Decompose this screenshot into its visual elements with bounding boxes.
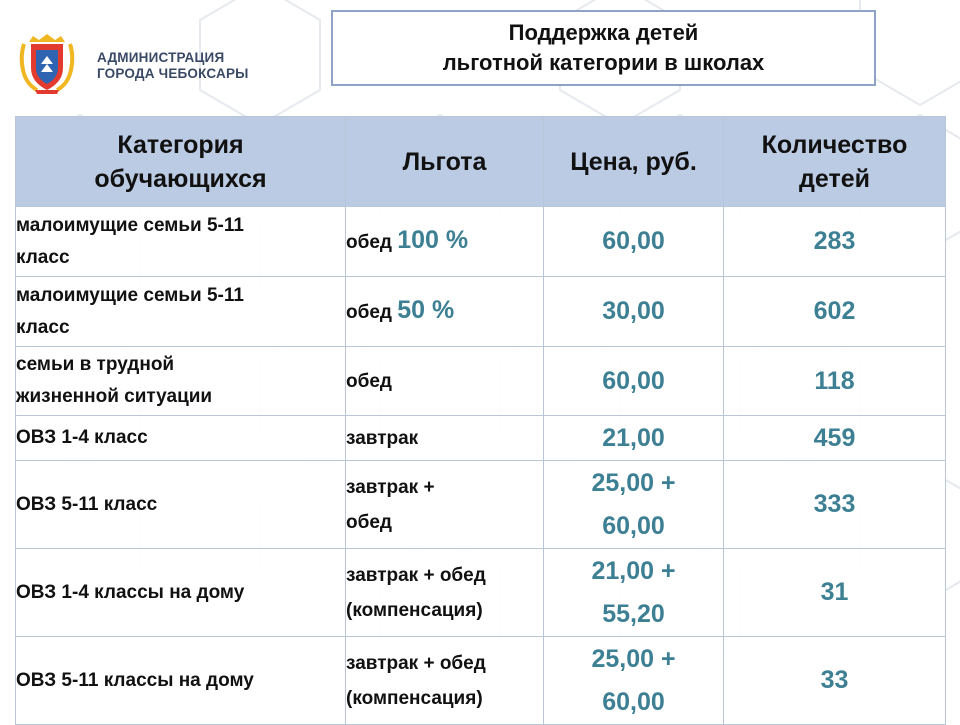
column-header-category — [16, 117, 346, 207]
benefit-line: (компенсация) — [346, 687, 483, 709]
count-cell: 33 — [724, 637, 946, 725]
category-cell: ОВЗ 1-4 классы на дому — [16, 549, 346, 637]
price-line: 55,20 — [602, 599, 665, 628]
benefit-cell — [346, 637, 544, 725]
count-cell: 283 — [724, 207, 946, 277]
count-cell: 333 — [724, 461, 946, 549]
category-line: малоимущие семьи 5-11 — [16, 214, 244, 236]
benefit-percent: 50 % — [397, 296, 455, 324]
category-line: жизненной ситуации — [16, 386, 213, 407]
benefit-line: (компенсация) — [346, 599, 483, 621]
price-cell: 30,00 — [544, 277, 724, 347]
category-line: семьи в трудной — [16, 354, 175, 375]
price-cell: 60,00 — [544, 207, 724, 277]
column-header-category-line-2: обучающихся — [94, 164, 267, 193]
benefit-line: завтрак + обед — [346, 652, 486, 674]
price-cell: 60,00 — [544, 347, 724, 416]
column-header-count-line-1: Количество — [761, 130, 908, 159]
price-cell — [544, 461, 724, 549]
count-cell: 602 — [724, 277, 946, 347]
count-cell: 31 — [724, 549, 946, 637]
table-row — [16, 416, 946, 461]
benefit-cell — [346, 549, 544, 637]
benefit-cell: завтрак — [346, 416, 544, 461]
count-cell: 118 — [724, 347, 946, 416]
table-header-row — [16, 117, 946, 207]
organization-name-line-2: ГОРОДА ЧЕБОКСАРЫ — [97, 66, 249, 81]
benefit-cell — [346, 461, 544, 549]
category-cell — [16, 277, 346, 347]
benefit-line: завтрак + обед — [346, 564, 486, 586]
column-header-count — [724, 117, 946, 207]
category-cell: ОВЗ 1-4 класс — [16, 416, 346, 461]
column-header-count-line-2: детей — [799, 164, 870, 193]
price-line: 25,00 + — [591, 644, 676, 673]
benefit-percent: 100 % — [397, 226, 469, 254]
category-cell — [16, 207, 346, 277]
category-cell: ОВЗ 5-11 классы на дому — [16, 637, 346, 725]
price-line: 25,00 + — [591, 468, 676, 497]
count-cell: 459 — [724, 416, 946, 461]
price-line: 60,00 — [602, 511, 665, 540]
table-row — [16, 277, 946, 347]
slide-title — [331, 10, 876, 86]
benefit-text: обед — [346, 232, 398, 253]
category-line: малоимущие семьи 5-11 — [16, 284, 244, 306]
price-cell — [544, 637, 724, 725]
organization-name — [97, 50, 249, 82]
price-line: 60,00 — [602, 687, 665, 716]
column-header-benefit: Льгота — [346, 117, 544, 207]
benefits-table — [15, 116, 946, 725]
category-cell: ОВЗ 5-11 класс — [16, 461, 346, 549]
slide-title-line-2: льготной категории в школах — [442, 50, 765, 75]
table-row — [16, 347, 946, 416]
table-row — [16, 549, 946, 637]
category-line: класс — [16, 246, 70, 268]
column-header-price: Цена, руб. — [544, 117, 724, 207]
table-row — [16, 637, 946, 725]
benefit-line: завтрак + — [346, 476, 435, 498]
benefit-cell: обед — [346, 347, 544, 416]
category-line: класс — [16, 316, 70, 338]
column-header-category-line-1: Категория — [117, 130, 244, 159]
slide-title-line-1: Поддержка детей — [508, 20, 699, 45]
city-coat-of-arms-icon — [17, 34, 77, 96]
benefit-line: обед — [346, 511, 392, 533]
benefit-cell — [346, 277, 544, 347]
table-row — [16, 461, 946, 549]
table-row — [16, 207, 946, 277]
price-cell — [544, 549, 724, 637]
benefit-cell — [346, 207, 544, 277]
price-line: 21,00 + — [591, 556, 676, 585]
price-cell: 21,00 — [544, 416, 724, 461]
benefit-text: обед — [346, 302, 398, 323]
organization-name-line-1: АДМИНИСТРАЦИЯ — [97, 50, 225, 65]
category-cell — [16, 347, 346, 416]
